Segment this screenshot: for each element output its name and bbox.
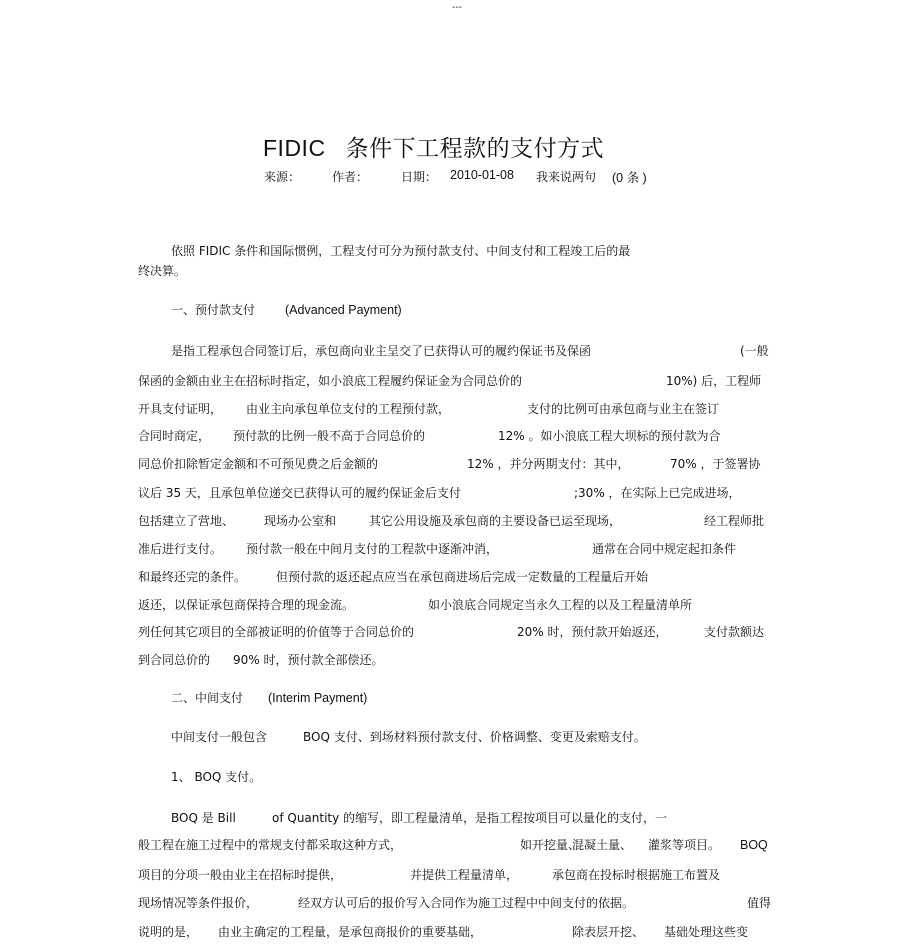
text-segment: 现场情况等条件报价， [138, 896, 259, 910]
author-label: 作者： [332, 170, 369, 184]
text-segment: 除表层开挖、 [572, 925, 645, 939]
text-segment: 议后 35 天，且承包单位递交已获得认可的履约保证金后支付 [138, 486, 461, 500]
title-chinese-part: 条件下工程款的支付方式 [345, 135, 605, 161]
date-value: 2010-01-08 [450, 168, 514, 182]
text-segment: 中间支付一般包含 [171, 730, 268, 744]
text-segment: 到合同总价的 [138, 653, 211, 667]
text-segment: 同总价扣除暂定金额和不可预见费之后金额的 [138, 457, 379, 471]
text-segment: 开具支付证明， [138, 402, 223, 416]
text-segment: 12% 。如小浪底工程大坝标的预付款为合 [498, 429, 721, 443]
text-segment: 列任何其它项目的全部被证明的价值等于合同总价的 [138, 625, 415, 639]
text-segment: 12% ，并分两期支付：其中， [467, 457, 630, 471]
text-segment: 预付款的比例一般不高于合同总价的 [233, 429, 426, 443]
paragraph-line: 终决算。 [138, 264, 187, 278]
text-segment: 由业主向承包单位支付的工程预付款， [246, 402, 451, 416]
text-segment: 返还，以保证承包商保持合理的现金流。 [138, 598, 355, 612]
paragraph-line: 依照 FIDIC 条件和国际惯例，工程支付可分为预付款支付、中间支付和工程竣工后的最 [171, 244, 631, 258]
text-segment: 值得 [747, 896, 772, 910]
text-segment: 般工程在施工过程中的常规支付都采取这种方式， [138, 838, 403, 852]
text-segment: BOQ 支付、到场材料预付款支付、价格调整、变更及索赔支付。 [303, 730, 646, 744]
text-segment: 如小浪底合同规定当永久工程的以及工程量清单所 [428, 598, 693, 612]
text-segment: 混凝土量、 [572, 838, 633, 852]
text-segment: 预付款一般在中间月支付的工程款中逐渐冲消， [246, 542, 499, 556]
text-segment: 由业主确定的工程量，是承包商报价的重要基础， [218, 925, 483, 939]
text-segment: 准后进行支付。 [138, 542, 223, 556]
section-heading-text: 二、中间支付 [171, 691, 244, 705]
text-segment: 合同时商定， [138, 429, 211, 443]
subsection-heading-boq: 1、 BOQ 支付。 [171, 770, 262, 784]
text-segment: 如开挖量、 [520, 838, 581, 852]
page-header-mark: --- [452, 2, 462, 13]
text-segment: 70% ，于签署协 [670, 457, 761, 471]
text-segment: 通常在合同中规定起扣条件 [592, 542, 737, 556]
text-segment: 经工程师批 [704, 514, 765, 528]
text-segment: 10%) 后，工程师 [666, 374, 762, 388]
text-segment: 是指工程承包合同签订后，承包商向业主呈交了已获得认可的履约保证书及保函 [171, 344, 592, 358]
text-segment: 经双方认可后的报价写入合同作为施工过程中中间支付的依据。 [298, 896, 635, 910]
text-segment: 包括建立了营地、 [138, 514, 235, 528]
text-segment: of Quantity 的缩写，即工程量清单，是指工程按项目可以量化的支付，一 [272, 811, 668, 825]
text-segment: 项目的分项一般由业主在招标时提供， [138, 868, 343, 882]
text-segment: 灌浆等项目。 [648, 838, 721, 852]
text-segment: BOQ 是 Bill [171, 811, 236, 825]
text-segment: 并提供工程量清单， [410, 868, 519, 882]
text-segment: 支付款额达 [704, 625, 765, 639]
section-heading-text: 一、预付款支付 [171, 303, 256, 317]
comment-count: (0 条 ) [612, 171, 647, 185]
document-title [263, 130, 604, 163]
text-segment: (一般 [740, 344, 769, 358]
section-heading-english: (Advanced Payment) [285, 303, 402, 317]
text-segment: 支付的比例可由承包商与业主在签订 [527, 402, 720, 416]
text-segment: 承包商在投标时根据施工布置及 [552, 868, 721, 882]
text-segment: 和最终还完的条件。 [138, 570, 247, 584]
text-segment: 其它公用设施及承包商的主要设备已运至现场， [369, 514, 622, 528]
date-label: 日期： [401, 170, 438, 184]
text-segment: 但预付款的返还起点应当在承包商进场后完成一定数量的工程量后开始 [276, 570, 649, 584]
section-heading-english: (Interim Payment) [268, 691, 368, 705]
text-segment: 90% 时，预付款全部偿还。 [233, 653, 384, 667]
title-latin-part: FIDIC [263, 135, 326, 161]
text-segment: ;30% ，在实际上已完成进场， [574, 486, 741, 500]
text-segment: 现场办公室和 [264, 514, 337, 528]
text-segment: 保函的金额由业主在招标时指定，如小浪底工程履约保证金为合同总价的 [138, 374, 523, 388]
text-segment: 20% 时，预付款开始返还， [517, 625, 668, 639]
comment-link[interactable]: 我来说两句 [536, 170, 597, 184]
text-segment: BOQ [740, 838, 768, 852]
source-label: 来源： [264, 170, 301, 184]
text-segment: 说明的是， [138, 925, 199, 939]
text-segment: 基础处理这些变 [664, 925, 749, 939]
